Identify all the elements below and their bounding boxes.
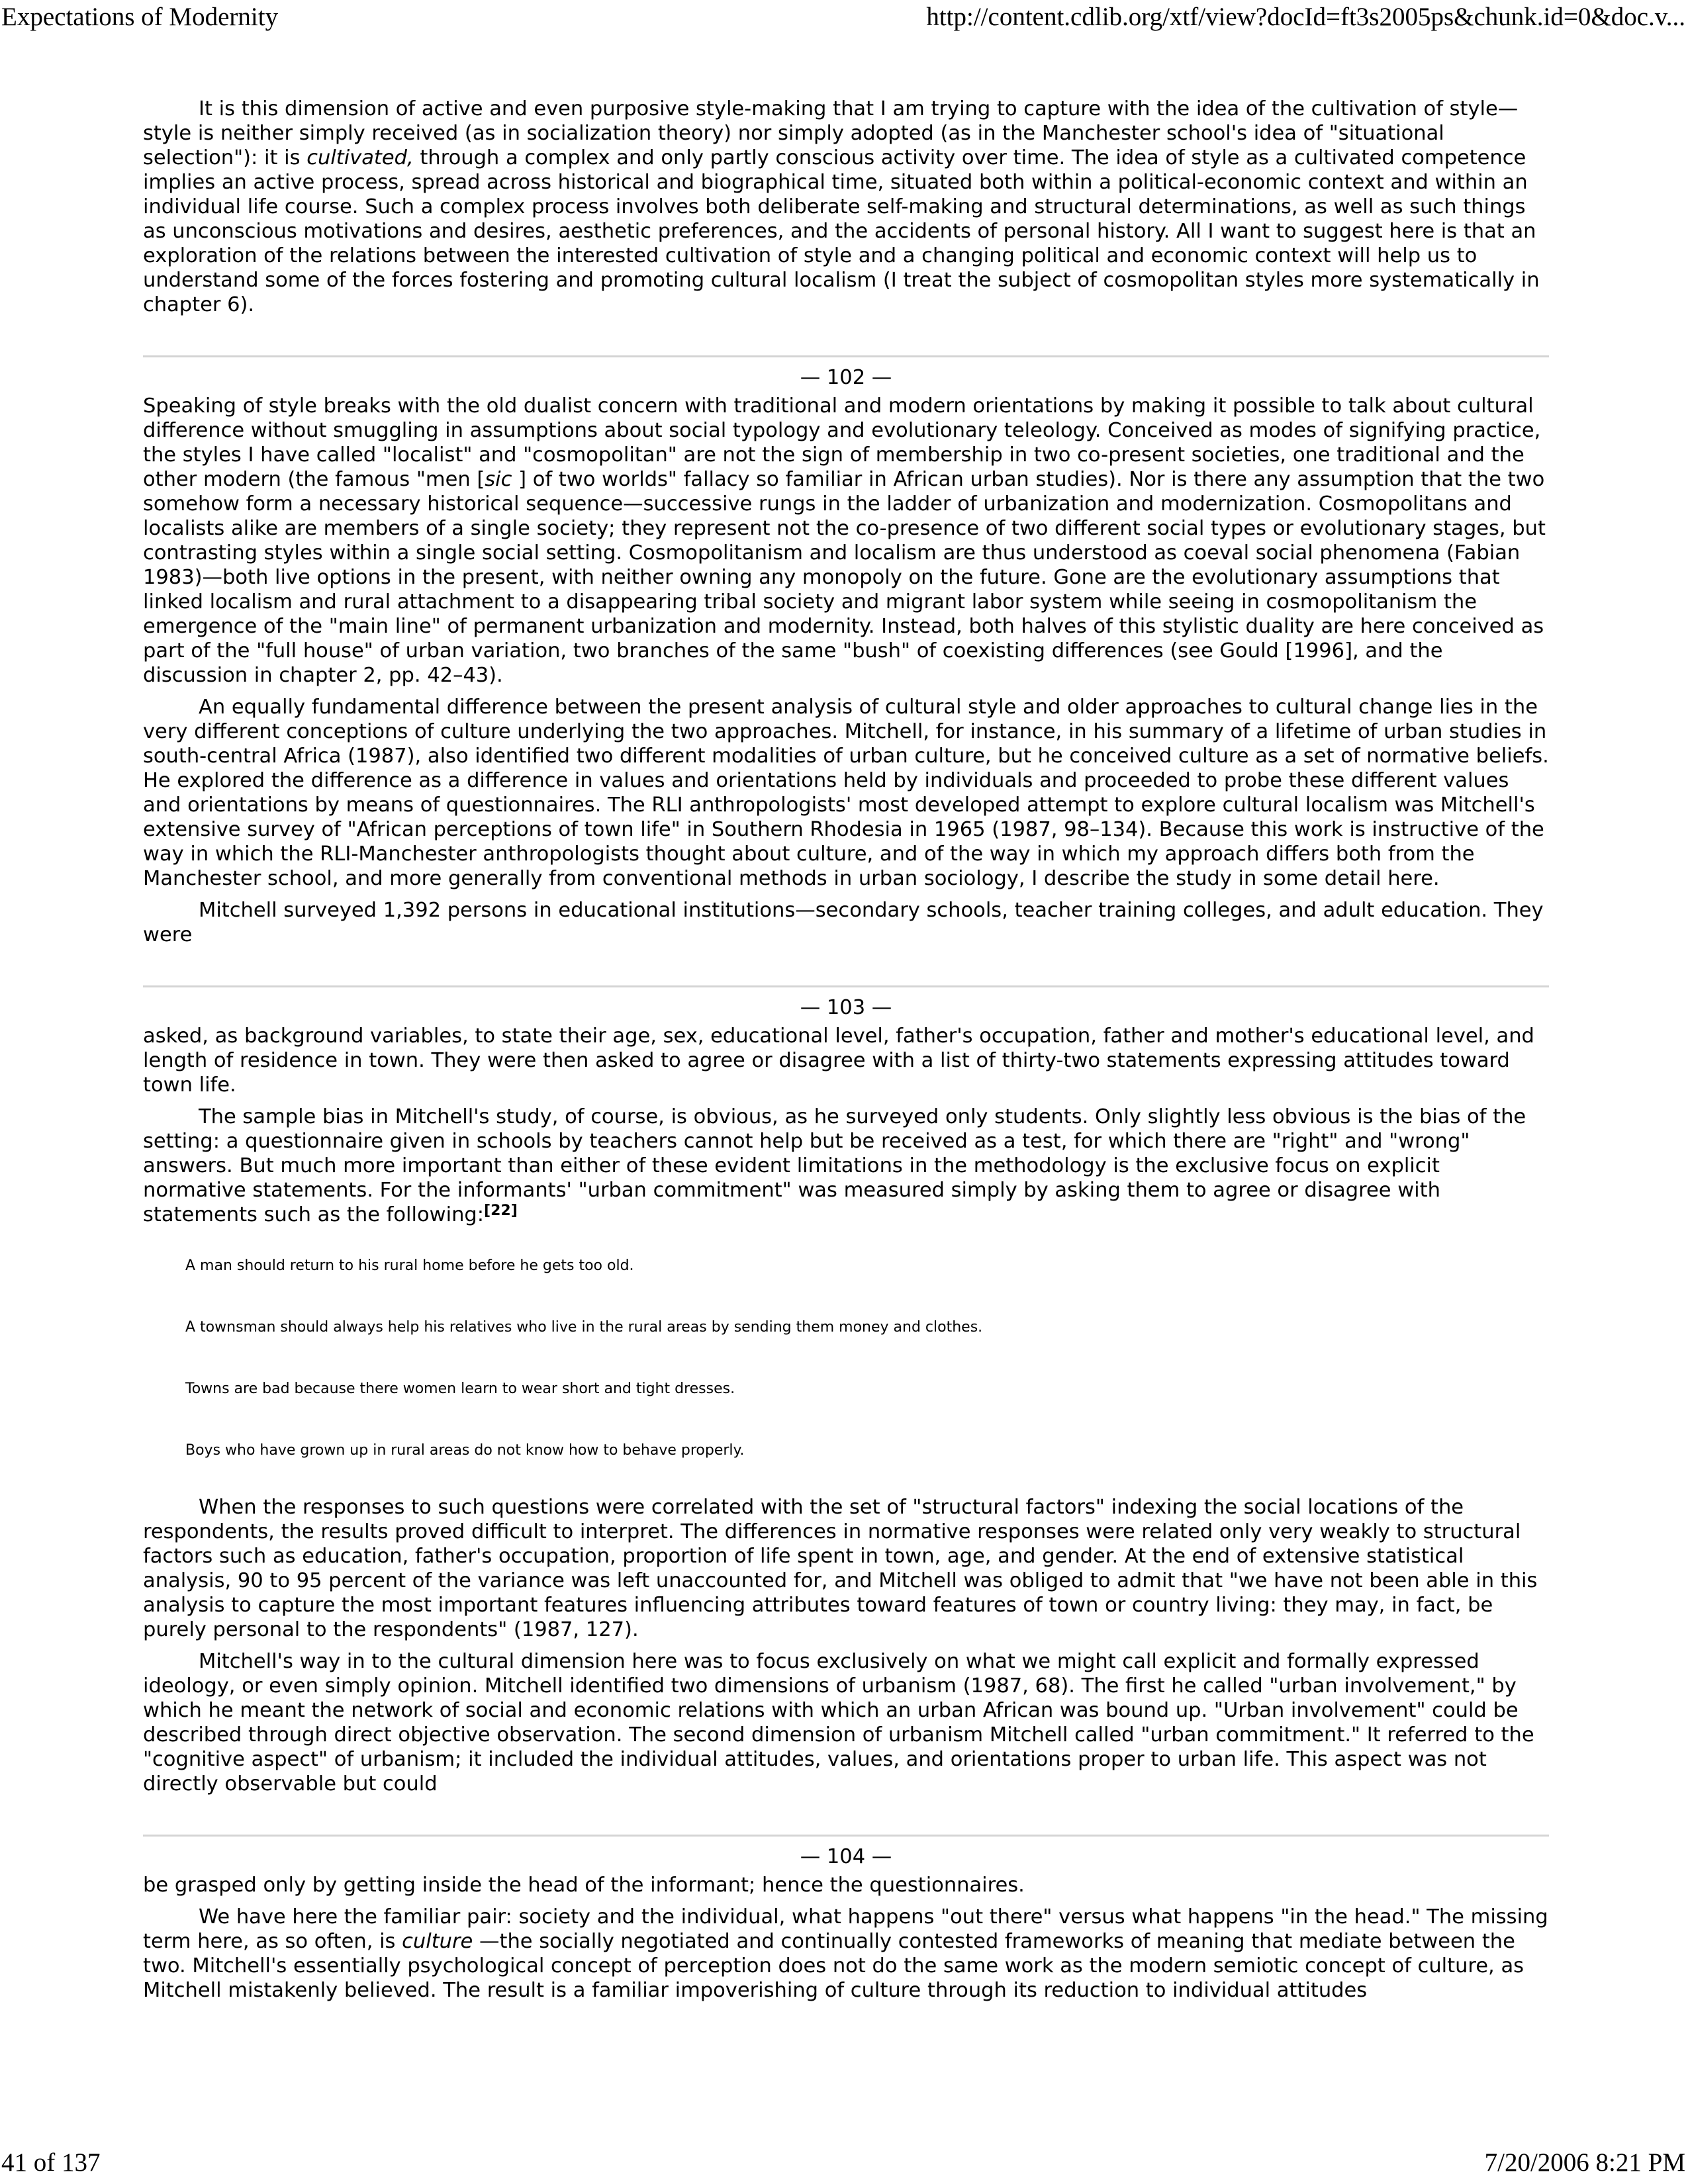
text-run: The sample bias in Mitchell's study, of course, is obvious, as he surveyed only students. Only slightly less obvious is the bias of the setting: a questionnaire given in schools by teachers cannot help but be received as a test, for which there are "right" and "wrong" answers. But much more important than either of these evident limitations in the methodology is the exclusive focus on explicit normative statements. For the informants' "urban commitment" was measured simply by asking them to agree or disagree with statements such as the following: bbox=[143, 1105, 1526, 1226]
footer-page-count: 41 of 137 bbox=[1, 2148, 101, 2177]
footnote-link[interactable]: [22] bbox=[484, 1203, 518, 1219]
paragraph-6 bbox=[143, 1105, 1549, 1227]
paragraph-4: Mitchell surveyed 1,392 persons in educational institutions—secondary schools, teacher training colleges, and adult education. They were bbox=[143, 899, 1544, 946]
text-run: Speaking of style breaks with the old dualist concern with traditional and modern orientations by making it possible to talk about cultural difference without smuggling in assumptions about social typology and evolutionary teleology. Conceived as modes of signifying practice, the styles I have called "localist" and "cosmopolitan" are not the sign of membership in two co-present societies, one traditional and the other modern (the famous "men [ bbox=[143, 394, 1541, 491]
text-run: It is this dimension of active and even purposive style-making that I am trying to capture with the idea of the cultivation of style—style is neither simply received (as in socialization theory) nor simply adopted (as in the Manchester school's idea of "situational selection"): it is bbox=[143, 97, 1519, 169]
paragraph-8: Mitchell's way in to the cultural dimension here was to focus exclusively on what we might call explicit and formally expressed ideology, or even simply opinion. Mitchell identified two dimensions of urbanism (1987, 68). The first he called "urban involvement," by which he meant the network of social and economic relations with which an urban African was bound up. "Urban involvement" could be described through direct objective observation. The second dimension of urbanism Mitchell called "urban commitment." It referred to the "cognitive aspect" of urbanism; it included the individual attitudes, values, and orientations proper to urban life. This aspect was not directly observable but could bbox=[143, 1650, 1534, 1796]
page-number-102: — 102 — bbox=[800, 366, 892, 389]
quote-item: Boys who have grown up in rural areas do not know how to behave properly. bbox=[185, 1442, 745, 1459]
document-body bbox=[143, 97, 1549, 2010]
page-divider bbox=[143, 1835, 1549, 1837]
text-run: We have here the familiar pair: society and the individual, what happens "out there" versus what happens "in the head." The missing term here, as so often, is bbox=[143, 1905, 1548, 1953]
paragraph-3: An equally fundamental difference between the present analysis of cultural style and older approaches to cultural change lies in the very different conceptions of culture underlying the two approaches. Mitchell, for instance, in his summary of a lifetime of urban studies in south-central Africa (1987), also identified two different modalities of urban culture, but he conceived culture as a set of normative beliefs. He explored the difference as a difference in values and orientations held by individuals and proceeded to probe these different values and orientations by means of questionnaires. The RLI anthropologists' most developed attempt to explore cultural localism was Mitchell's extensive survey of "African perceptions of town life" in Southern Rhodesia in 1965 (1987, 98–134). Because this work is instructive of the way in which the RLI-Manchester anthropologists thought about culture, and of the way in which my approach differs both from the Manchester school, and more generally from conventional methods in urban sociology, I describe the study in some detail here. bbox=[143, 696, 1549, 890]
paragraph-9: be grasped only by getting inside the head of the informant; hence the questionnaires. bbox=[143, 1874, 1025, 1897]
paragraph-1 bbox=[143, 97, 1549, 317]
page-divider bbox=[143, 355, 1549, 357]
header-title: Expectations of Modernity bbox=[1, 3, 279, 31]
quote-item: A man should return to his rural home before he gets too old. bbox=[185, 1257, 634, 1274]
paragraph-7: When the responses to such questions were correlated with the set of "structural factors" indexing the social locations of the respondents, the results proved difficult to interpret. The differences in normative responses were related only very weakly to structural factors such as education, father's occupation, proportion of life spent in town, age, and gender. At the end of extensive statistical analysis, 90 to 95 percent of the variance was left unaccounted for, and Mitchell was obliged to admit that "we have not been able in this analysis to capture the most important features influencing attributes toward features of town or country living: they may, in fact, be purely personal to the respondents" (1987, 127). bbox=[143, 1496, 1538, 1641]
quote-item: A townsman should always help his relatives who live in the rural areas by sending them money and clothes. bbox=[185, 1319, 983, 1336]
footer-timestamp: 7/20/2006 8:21 PM bbox=[1484, 2148, 1685, 2177]
page-divider bbox=[143, 985, 1549, 987]
text-run: ] of two worlds" fallacy so familiar in African urban studies). Nor is there any assumption that the two somehow form a necessary historical sequence—successive rungs in the ladder of urbanization and modernization. Cosmopolitans and localists alike are members of a single society; they represent not the co-presence of two different social types or evolutionary stages, but contrasting styles within a single social setting. Cosmopolitanism and localism are thus understood as coeval social phenomena (Fabian 1983)—both live options in the present, with neither owning any monopoly on the future. Gone are the evolutionary assumptions that linked localism and rural attachment to a disappearing tribal society and migrant labor system while seeing in cosmopolitanism the emergence of the "main line" of permanent urbanization and modernity. Instead, both halves of this stylistic duality are here conceived as part of the "full house" of urban variation, two branches of the same "bush" of coexisting differences (see Gould [1996], and the discussion in chapter 2, pp. 42–43). bbox=[143, 468, 1546, 687]
header-url: http://content.cdlib.org/xtf/view?docId=ft3s2005ps&chunk.id=0&doc.v... bbox=[926, 3, 1685, 31]
emphasis-cultivated: cultivated, bbox=[306, 146, 414, 169]
paragraph-5: asked, as background variables, to state their age, sex, educational level, father's occupation, father and mother's educational level, and length of residence in town. They were then asked to agree or disagree with a list of thirty-two statements expressing attitudes toward town life. bbox=[143, 1024, 1534, 1097]
text-run: —the socially negotiated and continually contested frameworks of meaning that mediate between the two. Mitchell's essentially psychological concept of perception does not do the same work as the modern semiotic concept of culture, as Mitchell mistakenly believed. The result is a familiar impoverishing of culture through its reduction to individual attitudes bbox=[143, 1930, 1524, 2002]
block-quotes bbox=[185, 1256, 1549, 1461]
quote-item: Towns are bad because there women learn to wear short and tight dresses. bbox=[185, 1381, 735, 1397]
page-number-104: — 104 — bbox=[800, 1845, 892, 1868]
emphasis-culture: culture bbox=[402, 1930, 473, 1953]
page-number-103: — 103 — bbox=[800, 996, 892, 1019]
emphasis-sic: sic bbox=[485, 468, 512, 491]
paragraph-10 bbox=[143, 1905, 1549, 2003]
paragraph-2 bbox=[143, 394, 1549, 688]
text-run: through a complex and only partly conscious activity over time. The idea of style as a cultivated competence implies an active process, spread across historical and biographical time, situated both within a political-economic context and within an individual life course. Such a complex process involves both deliberate self-making and structural determinations, as well as such things as unconscious motivations and desires, aesthetic preferences, and the accidents of personal history. All I want to suggest here is that an exploration of the relations between the interested cultivation of style and a changing political and economic context will help us to understand some of the forces fostering and promoting cultural localism (I treat the subject of cosmopolitan styles more systematically in chapter 6). bbox=[143, 146, 1540, 316]
